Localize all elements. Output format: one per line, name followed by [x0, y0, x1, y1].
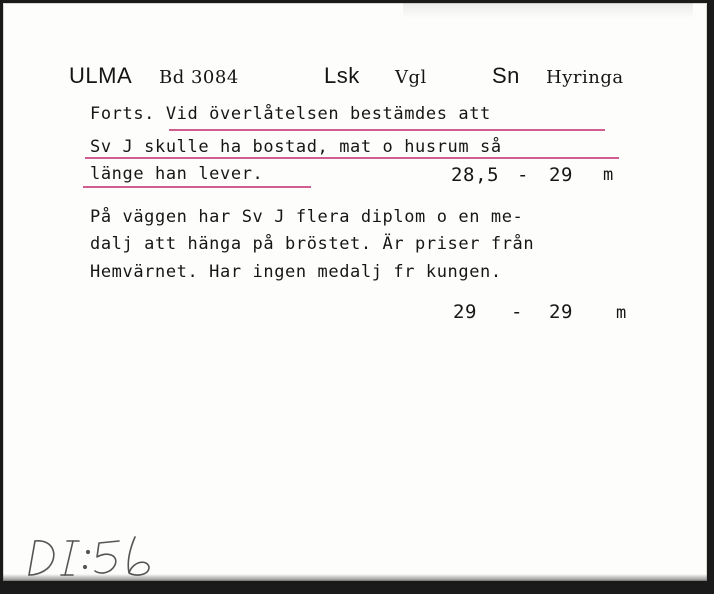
index-card [3, 3, 707, 581]
measure-unit: m [603, 165, 614, 185]
header-word: ULMA [69, 63, 133, 88]
header-lsk-label: Lsk [324, 63, 360, 88]
underline-mark [169, 129, 605, 131]
header-sn-value: Hyringa [546, 67, 624, 88]
text-line: På väggen har Sv J flera diplom o en me- [90, 207, 524, 227]
measure-to: 29 [549, 164, 574, 186]
measure-unit: m [616, 303, 627, 323]
scan-edge [3, 574, 707, 581]
measure-dash: - [511, 301, 524, 323]
measure-to: 29 [549, 301, 574, 323]
underline-mark [85, 157, 619, 159]
header-sn-label: Sn [492, 63, 520, 88]
text-line: länge han lever. [90, 164, 264, 184]
ink-bleed [403, 3, 693, 19]
measure-dash: - [517, 164, 530, 186]
text-line: Forts. Vid överlåtelsen bestämdes att [90, 104, 491, 124]
header-lsk-value: Vgl [395, 67, 427, 88]
underline-mark [83, 186, 311, 188]
header-bd: Bd 3084 [159, 67, 239, 88]
text-line: dalj att hänga på bröstet. Är priser från [90, 234, 535, 254]
measure-from: 28,5 [451, 164, 500, 186]
text-line: Hemvärnet. Har ingen medalj fr kungen. [90, 262, 502, 282]
text-line: Sv J skulle ha bostad, mat o husrum så [90, 137, 502, 157]
measure-from: 29 [453, 301, 478, 323]
